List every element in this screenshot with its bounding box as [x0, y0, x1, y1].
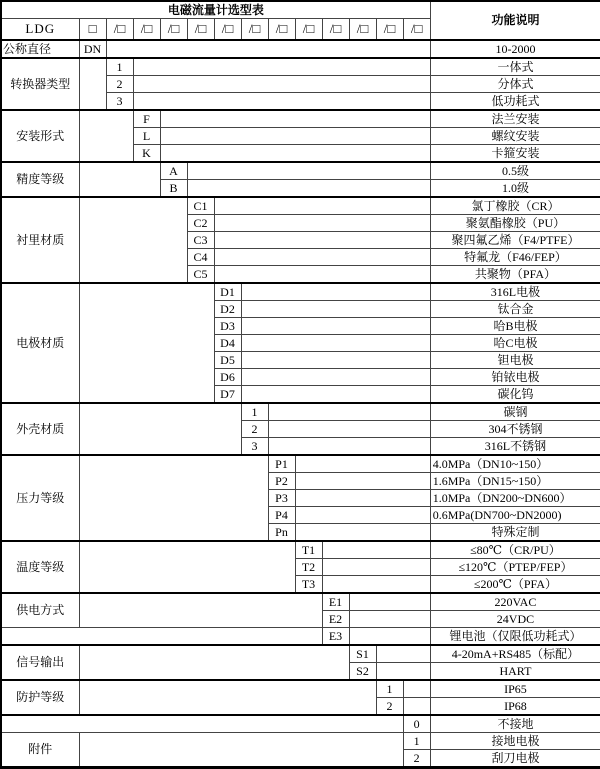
model-box-cell: /□: [268, 19, 295, 41]
right-gap-cell: [295, 490, 430, 507]
option-description-cell: 低功耗式: [430, 93, 600, 111]
section-row: [1, 733, 600, 750]
option-description-cell: 螺纹安装: [430, 128, 600, 145]
left-gap-cell: [79, 283, 214, 403]
option-code-cell: E1: [322, 593, 349, 611]
option-code-cell: T1: [295, 541, 322, 559]
option-description-cell: 1.0MPa（DN200~DN600）: [430, 490, 600, 507]
model-box-cell: /□: [403, 19, 430, 41]
option-description-cell: 哈C电极: [430, 335, 600, 352]
left-gap-cell: [79, 110, 133, 162]
model-box-cell: /□: [133, 19, 160, 41]
section-label: 附件: [1, 733, 79, 768]
option-code-cell: 2: [106, 76, 133, 93]
option-description-cell: 刮刀电极: [430, 750, 600, 768]
section-row: [1, 715, 600, 733]
option-code-cell: C4: [187, 249, 214, 266]
right-gap-cell: [241, 318, 430, 335]
option-description-cell: 钛合金: [430, 301, 600, 318]
option-code-cell: D5: [214, 352, 241, 369]
right-gap-cell: [133, 76, 430, 93]
option-code-cell: D7: [214, 386, 241, 404]
right-gap-cell: [160, 110, 430, 128]
section-row: [1, 455, 600, 473]
option-description-cell: ≤120℃（PTEP/FEP）: [430, 559, 600, 576]
option-code-cell: D3: [214, 318, 241, 335]
section-row: [1, 283, 600, 301]
option-description-cell: 10-2000: [430, 40, 600, 58]
option-description-cell: 不接地: [430, 715, 600, 733]
right-gap-cell: [214, 249, 430, 266]
left-gap-cell: [79, 197, 187, 283]
right-gap-cell: [241, 352, 430, 369]
option-description-cell: HART: [430, 663, 600, 681]
left-gap-cell: [79, 403, 241, 455]
right-gap-cell: [295, 473, 430, 490]
option-description-cell: 聚四氟乙烯（F4/PTFE）: [430, 232, 600, 249]
option-description-cell: 一体式: [430, 58, 600, 76]
left-gap-cell: [79, 455, 268, 541]
right-gap-cell: [241, 335, 430, 352]
right-gap-cell: [376, 663, 430, 681]
model-box-cell: /□: [241, 19, 268, 41]
right-gap-cell: [241, 386, 430, 404]
section-label: 温度等级: [1, 541, 79, 593]
section-row: [1, 593, 600, 611]
option-description-cell: 哈B电极: [430, 318, 600, 335]
right-gap-cell: [214, 266, 430, 284]
option-code-cell: D1: [214, 283, 241, 301]
section-label: 信号输出: [1, 645, 79, 680]
right-gap-cell: [241, 283, 430, 301]
selection-table-body: [1, 40, 600, 768]
right-gap-cell: [268, 438, 430, 456]
option-description-cell: IP68: [430, 698, 600, 716]
right-gap-cell: [295, 524, 430, 542]
option-description-cell: 特氟龙（F46/FEP）: [430, 249, 600, 266]
section-label: 防护等级: [1, 680, 79, 715]
option-code-cell: E2: [322, 611, 349, 628]
option-description-cell: 1.6MPa（DN15~150）: [430, 473, 600, 490]
model-box-cell: /□: [322, 19, 349, 41]
option-description-cell: 304不锈钢: [430, 421, 600, 438]
option-code-cell: D4: [214, 335, 241, 352]
option-code-cell: DN: [79, 40, 106, 58]
section-row: [1, 40, 600, 58]
option-description-cell: 氯丁橡胶（CR）: [430, 197, 600, 215]
option-description-cell: 4-20mA+RS485（标配）: [430, 645, 600, 663]
section-label: 公称直径: [1, 40, 79, 58]
option-code-cell: A: [160, 162, 187, 180]
option-description-cell: 0.6MPa(DN700~DN2000): [430, 507, 600, 524]
option-code-cell: 1: [376, 680, 403, 698]
section-label: 供电方式: [1, 593, 79, 628]
option-description-cell: 法兰安装: [430, 110, 600, 128]
left-gap-cell: [79, 733, 403, 768]
option-code-cell: S1: [349, 645, 376, 663]
model-prefix: LDG: [1, 19, 79, 41]
option-description-cell: IP65: [430, 680, 600, 698]
option-code-cell: E3: [322, 628, 349, 646]
option-description-cell: 220VAC: [430, 593, 600, 611]
section-row: [1, 162, 600, 180]
option-description-cell: ≤80℃（CR/PU）: [430, 541, 600, 559]
option-description-cell: 4.0MPa（DN10~150）: [430, 455, 600, 473]
section-label: 转换器类型: [1, 58, 79, 110]
option-description-cell: 0.5级: [430, 162, 600, 180]
option-code-cell: P2: [268, 473, 295, 490]
right-gap-cell: [133, 93, 430, 111]
option-description-cell: 接地电极: [430, 733, 600, 750]
model-box-cell: /□: [214, 19, 241, 41]
option-code-cell: 3: [241, 438, 268, 456]
option-code-cell: 1: [403, 733, 430, 750]
option-description-cell: 铂铱电极: [430, 369, 600, 386]
right-gap-cell: [160, 145, 430, 163]
model-first-box-cell: □: [79, 19, 106, 41]
option-description-cell: ≤200℃（PFA）: [430, 576, 600, 594]
option-code-cell: 2: [241, 421, 268, 438]
option-code-cell: D2: [214, 301, 241, 318]
section-row: [1, 680, 600, 698]
option-code-cell: 0: [403, 715, 430, 733]
right-gap-cell: [187, 180, 430, 198]
right-gap-cell: [322, 559, 430, 576]
section-label: 压力等级: [1, 455, 79, 541]
label-gap-cell: [1, 715, 403, 733]
option-code-cell: P4: [268, 507, 295, 524]
page-title: 电磁流量计选型表: [1, 1, 430, 19]
option-description-cell: 卡箍安装: [430, 145, 600, 163]
option-description-cell: 24VDC: [430, 611, 600, 628]
model-box-cell: /□: [106, 19, 133, 41]
option-code-cell: 2: [376, 698, 403, 716]
right-gap-cell: [106, 40, 430, 58]
right-gap-cell: [268, 421, 430, 438]
right-gap-cell: [160, 128, 430, 145]
right-gap-cell: [241, 369, 430, 386]
option-code-cell: K: [133, 145, 160, 163]
right-gap-cell: [349, 593, 430, 611]
option-description-cell: 316L电极: [430, 283, 600, 301]
model-box-cell: /□: [187, 19, 214, 41]
option-code-cell: C3: [187, 232, 214, 249]
left-gap-cell: [79, 593, 322, 628]
left-gap-cell: [79, 680, 376, 715]
section-label: 电极材质: [1, 283, 79, 403]
left-gap-cell: [79, 541, 295, 593]
right-gap-cell: [295, 455, 430, 473]
option-code-cell: C2: [187, 215, 214, 232]
right-gap-cell: [322, 576, 430, 594]
section-row: [1, 197, 600, 215]
option-code-cell: L: [133, 128, 160, 145]
model-box-cell: /□: [295, 19, 322, 41]
model-box-cell: /□: [349, 19, 376, 41]
option-description-cell: 聚氨酯橡胶（PU）: [430, 215, 600, 232]
right-gap-cell: [349, 611, 430, 628]
option-code-cell: T2: [295, 559, 322, 576]
option-code-cell: C5: [187, 266, 214, 284]
option-code-cell: T3: [295, 576, 322, 594]
option-description-cell: 锂电池（仅限低功耗式）: [430, 628, 600, 646]
option-description-cell: 316L不锈钢: [430, 438, 600, 456]
left-gap-cell: [79, 645, 349, 680]
function-column-header: 功能说明: [430, 1, 600, 40]
section-label: 外壳材质: [1, 403, 79, 455]
right-gap-cell: [295, 507, 430, 524]
option-description-cell: 钽电极: [430, 352, 600, 369]
option-code-cell: S2: [349, 663, 376, 681]
option-description-cell: 碳化钨: [430, 386, 600, 404]
right-gap-cell: [187, 162, 430, 180]
left-gap-cell: [79, 162, 160, 197]
section-label: 精度等级: [1, 162, 79, 197]
section-row: [1, 110, 600, 128]
option-description-cell: 特殊定制: [430, 524, 600, 542]
right-gap-cell: [403, 698, 430, 716]
option-code-cell: Pn: [268, 524, 295, 542]
option-code-cell: 3: [106, 93, 133, 111]
option-description-cell: 分体式: [430, 76, 600, 93]
option-description-cell: 共聚物（PFA）: [430, 266, 600, 284]
section-label: 安装形式: [1, 110, 79, 162]
right-gap-cell: [268, 403, 430, 421]
option-code-cell: F: [133, 110, 160, 128]
option-code-cell: D6: [214, 369, 241, 386]
section-row: [1, 58, 600, 76]
right-gap-cell: [322, 541, 430, 559]
option-code-cell: C1: [187, 197, 214, 215]
option-code-cell: 1: [241, 403, 268, 421]
model-box-cell: /□: [376, 19, 403, 41]
right-gap-cell: [376, 645, 430, 663]
label-gap-cell: [1, 628, 322, 646]
option-code-cell: P1: [268, 455, 295, 473]
section-row: [1, 541, 600, 559]
left-gap-cell: [79, 58, 106, 110]
option-code-cell: 2: [403, 750, 430, 768]
right-gap-cell: [214, 215, 430, 232]
option-code-cell: P3: [268, 490, 295, 507]
right-gap-cell: [241, 301, 430, 318]
section-row: [1, 645, 600, 663]
option-description-cell: 碳钢: [430, 403, 600, 421]
right-gap-cell: [133, 58, 430, 76]
title-row: [1, 1, 600, 19]
right-gap-cell: [403, 680, 430, 698]
section-label: 衬里材质: [1, 197, 79, 283]
option-description-cell: 1.0级: [430, 180, 600, 198]
section-row: [1, 628, 600, 646]
option-code-cell: 1: [106, 58, 133, 76]
option-code-cell: B: [160, 180, 187, 198]
section-row: [1, 403, 600, 421]
right-gap-cell: [214, 197, 430, 215]
right-gap-cell: [214, 232, 430, 249]
right-gap-cell: [349, 628, 430, 646]
model-box-cell: /□: [160, 19, 187, 41]
